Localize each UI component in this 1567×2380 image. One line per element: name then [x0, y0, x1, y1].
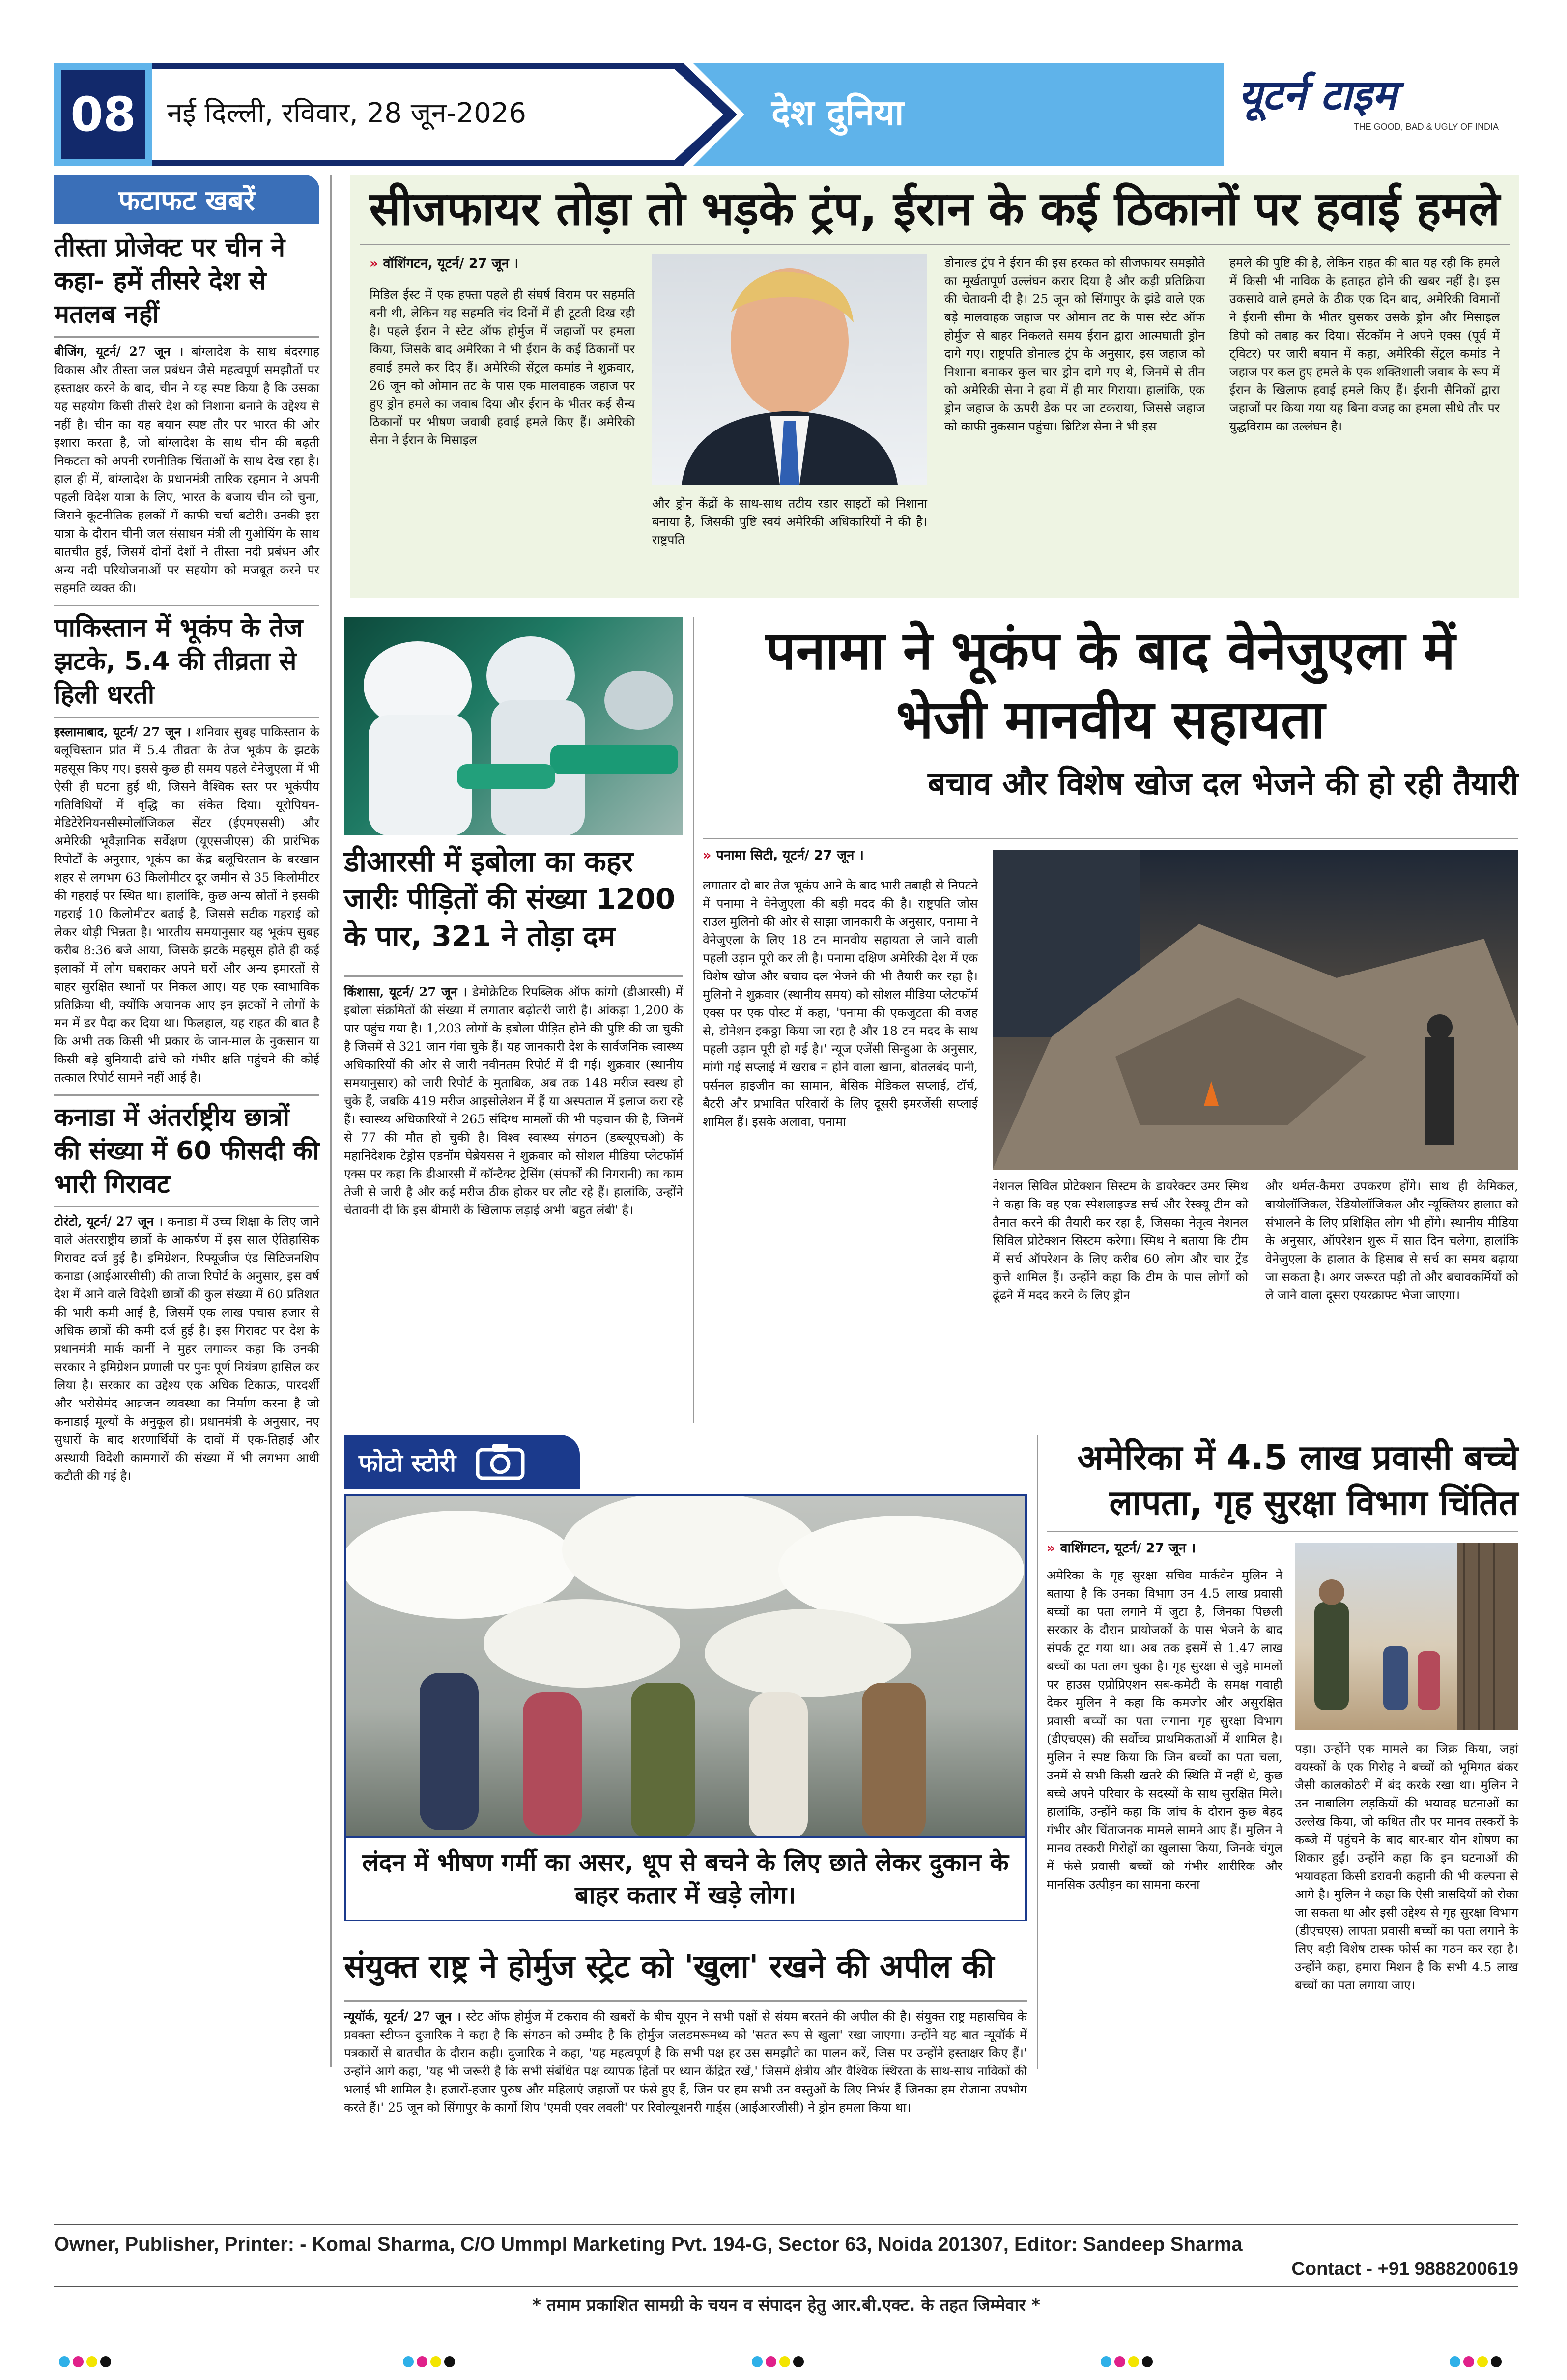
migrants-headline: अमेरिका में 4.5 लाख प्रवासी बच्चे लापता, गृह सुरक्षा विभाग चिंतित [1077, 1437, 1518, 1523]
dateline: नई दिल्ली, रविवार, 28 जून-2026 [167, 97, 527, 129]
column-rule [1037, 1435, 1038, 2069]
lead-col-1: मिडिल ईस्ट में एक हफ्ता पहले ही संघर्ष विराम पर सहमति बनी थी, लेकिन यह सहमति चंद दिनों में ही टूटती दिख रही है। पहले ईरान ने स्टेट ऑफ होर्मुज में जहाजों पर हमला किया, जिसके बाद अमेरिका ने भी ईरान के कई ठिकानों पर हवाई हमले कर दिए हैं। अमेरिकी सेंट्रल कमांड ने शुक्रवार, 26 जून को ओमान तट के पास एक मालवाहक जहाज पर हुए ड्रोन हमले का जवाब दिया और ईरान के भीतर कई सैन्य ठिकानों पर भीषण जवाबी हवाई हमले किए हैं। अमेरिकी सेना ने ईरान के मिसाइल [370, 287, 635, 447]
print-registration-marks [1450, 2356, 1502, 2371]
ebola-text [344, 983, 683, 1219]
lead-col-2: और ड्रोन केंद्रों के साथ-साथ तटीय रडार साइटों को निशाना बनाया है, जिसकी पुष्टि स्वयं अमेरिकी अधिकारियों ने की है। राष्ट्रपति [652, 496, 927, 547]
print-registration-marks [403, 2356, 455, 2371]
migrants-col-2: पड़ा। उन्होंने एक मामले का जिक्र किया, जहां वयस्कों के एक गिरोह ने बच्चों को भूमिगत बंकर जैसी कालकोठरी में बंद करके रखा था। मुलिन ने उन नाबालिग लड़कियों की भयावह घटनाओं का उल्लेख किया, जो कथित तौर पर मानव तस्करों के कब्जे में पहुंचने के बाद बार-बार यौन शोषण का शिकार हुईं। उन्होंने कहा कि इन घटनाओं की भयावहता किसी डरावनी कहानी की भी कल्पना से आगे है। मुलिन ने कहा कि ऐसी त्रासदियों को रोका जा सकता था और इसी उद्देश्य से गृह सुरक्षा विभाग (डीएचएस) लापता प्रवासी बच्चों का पता लगाने के लिए बड़ी विशेष टास्क फोर्स का गठन कर रहा है। उन्होंने कहा, हमारा मिशन है कि सभी 4.5 लाख बच्चों का पता लगाया जाए। [1295, 1742, 1518, 1992]
masthead-logo [1238, 68, 1509, 164]
photo-caption-box [346, 1836, 1025, 1920]
divider [360, 244, 1510, 245]
ebola-headline: डीआरसी में इबोला का कहर जारीः पीड़ितों की संख्या 1200 के पार, 321 ने तोड़ा दम [344, 845, 676, 953]
border-photo [1295, 1543, 1518, 1730]
hormuz-headline: संयुक्त राष्ट्र ने होर्मुज स्ट्रेट को 'खुला' रखने की अपील की [344, 1949, 995, 1985]
panama-dateline [703, 845, 978, 863]
sidebar-story-title: पाकिस्तान में भूकंप के तेज झटके, 5.4 की तीव्रता से हिली धरती [54, 613, 303, 710]
logo-text: यूटर्न टाइम [1238, 71, 1397, 119]
header-bar [54, 63, 1509, 166]
sidebar-heading: फटाफट खबरें [118, 185, 255, 217]
sidebar-heading-box [54, 175, 319, 224]
footer-contact: Contact - +91 9888200619 [1291, 2259, 1518, 2279]
column-rule [330, 175, 332, 2067]
print-registration-marks [59, 2356, 111, 2371]
footer-rule [54, 2286, 1518, 2287]
portrait-graphic [652, 254, 927, 485]
panama-col-3: और थर्मल-कैमरा उपकरण होंगे। साथ ही केमिकल, बायोलॉजिकल, रेडियोलॉजिकल और न्यूक्लियर हालात को संभालने के लिए प्रशिक्षित लोग भी होंगे। स्थानीय मीडिया के अनुसार, ऑपरेशन शुरू में सात दिन चलेगा, हालांकि वेनेजुएला के हालात के हिसाब से सर्च का समय बढ़ाया जा सकता है। अगर जरूरत पड़ी तो और बचावकर्मियों को ले जाने वाला दूसरा एयरक्राफ्ट भेजा जाएगा। [1265, 1179, 1518, 1302]
page-number: 08 [70, 87, 136, 142]
protective-suits-graphic [344, 617, 683, 835]
story-body: शनिवार सुबह पाकिस्तान के बलूचिस्तान प्रांत में 5.4 तीव्रता के तेज भूकंप के झटके महसूस किए गए। इससे कुछ ही समय पहले वेनेजुएला में भी ऐसी ही घटना हुई थी, जिसने वैश्विक स्तर पर भूकंपीय गतिविधियों में वृद्धि का संकेत दिया। यूरोपियन-मेडिटेरेनियनसीस्मोलॉजिकल सेंटर (ईएमएससी) और अमेरिकी भूवैज्ञानिक सर्वेक्षण (यूएसजीएस) की प्रारंभिक रिपोर्टों के अनुसार, भूकंप का केंद्र बलूचिस्तान के बरखान शहर से लगभग 63 किलोमीटर दूर जमीन से 35 किलोमीटर की गहराई पर स्थित था। हालांकि, कुछ अन्य स्रोतों ने इसकी गहराई 10 किलोमीटर बताई है, जिससे सटीक गहराई को लेकर थोड़ी भिन्नता है। भारतीय समयानुसार यह भूकंप सुबह करीब 8:36 बजे आया, जिसके झटके महसूस होते ही कई इलाकों में लोग घबराकर अपने घरों और अन्य इमारतों से बाहर सुरक्षित स्थानों पर निकल आए। यह एक स्वाभाविक प्रतिक्रिया थी, क्योंकि अचानक आए इन झटकों ने लोगों के मन में डर पैदा कर दिया था। फिलहाल, यह राहत की बात है कि अभी तक किसी भी प्रकार के जान-माल के नुकसान या किसी बड़े बुनियादी ढांचे को गंभीर क्षति पहुंचने की कोई तत्काल रिपोर्ट सामने नहीं आई है। [54, 725, 319, 1085]
divider [703, 838, 1518, 839]
story-body: कनाडा में उच्च शिक्षा के लिए जाने वाले अंतरराष्ट्रीय छात्रों के आकर्षण में इस साल ऐतिहासिक गिरावट दर्ज हुई है। इमिग्रेशन, रिफ्यूजीज एंड सिटिजनशिप कनाडा (आईआरसीसी) की ताजा रिपोर्ट के अनुसार, इस वर्ष देश में आने वाले विदेशी छात्रों की कुल संख्या में 60 प्रतिशत की भारी कमी आई है, जिसमें एक लाख पचास हजार से अधिक छात्रों की कमी दर्ज हुई है। इस गिरावट पर देश के प्रधानमंत्री मार्क कार्नी ने मुहर लगाकर कहा कि उनकी सरकार ने इमिग्रेशन प्रणाली पर पुनः पूर्ण नियंत्रण हासिल कर लिया है। सरकार का उद्देश्य एक अधिक टिकाऊ, पारदर्शी और भरोसेमंद आव्रजन व्यवस्था का निर्माण करना है जो कनाडाई मूल्यों के अनुकूल हो। प्रधानमंत्री के अनुसार, नए सुधारों के बाद शरणार्थियों के दावों में एक-तिहाई और अस्थायी विदेशी कामगारों की संख्या में भी लगभग आधी कटौती की गई है। [54, 1214, 319, 1483]
camera-icon [476, 1442, 525, 1482]
hormuz-text [344, 2007, 1027, 2117]
sidebar-column [54, 231, 319, 1485]
divider [54, 1094, 319, 1096]
photo-story-label [344, 1435, 580, 1489]
page-number-box [54, 63, 152, 166]
footer-rule [54, 2224, 1518, 2225]
earthquake-photo [993, 850, 1518, 1170]
column-rule [693, 617, 694, 1423]
trump-photo [652, 254, 927, 485]
ebola-photo [344, 617, 683, 835]
border-scene-graphic [1295, 1543, 1518, 1730]
story-body: बांग्लादेश के साथ बंदरगाह विकास और तीस्ता जल प्रबंधन जैसे महत्वपूर्ण समझौतों पर हस्ताक्षर करने के बाद, चीन ने यह स्पष्ट किया है कि उसका यह सहयोग किसी तीसरे देश को निशाना बनाने के उद्देश्य से नहीं है। चीन का यह बयान स्पष्ट तौर पर भारत की ओर इशारा करता है, जो बांग्लादेश के साथ चीन की बढ़ती निकटता को अपनी रणनीतिक चिंताओं के साथ देख रहा है। हाल ही में, बांग्लादेश के प्रधानमंत्री तारिक रहमान ने अपनी पहली विदेश यात्रा के लिए, भारत के बजाय चीन को चुना, जिसने कूटनीतिक हलकों में काफी चर्चा बटोरी। उनकी इस यात्रा के दौरान चीनी जल संसाधन मंत्री ली गुओयिंग के साथ बातचीत हुई, जिसमें दोनों देशों ने तीस्ता नदी प्रबंधन और अन्य नदी परियोजनाओं पर सहयोग को मजबूत करने पर सहमति व्यक्त की। [54, 344, 319, 595]
photo-caption: लंदन में भीषण गर्मी का असर, धूप से बचने के लिए छाते लेकर दुकान के बाहर कतार में खड़े लोग। [362, 1848, 1009, 1909]
divider [1047, 1531, 1518, 1532]
divider [54, 717, 319, 718]
dateline-marker: » [703, 848, 712, 863]
migrants-col-1: अमेरिका के गृह सुरक्षा सचिव मार्कवेन मुलिन ने बताया है कि उनका विभाग उन 4.5 लाख प्रवासी बच्चों का पता लगाने में जुटा है, जिनका पिछली सरकार के दौरान प्रायोजकों के पास भेजने के बाद संपर्क टूट गया था। अब तक इसमें से 1.47 लाख बच्चों का पता लग चुका है। गृह सुरक्षा से जुड़े मामलों पर हाउस एप्रोप्रिएशन सब-कमेटी के समक्ष गवाही देकर मुलिन ने कहा कि कमजोर और असुरक्षित प्रवासी बच्चों का पता लगाना गृह सुरक्षा विभाग (डीएचएस) की सर्वोच्च प्राथमिकताओं में शामिल है। मुलिन ने स्पष्ट किया कि जिन बच्चों का पता चला, उनमें से सभी किसी खतरे की स्थिति में नहीं थे, कुछ बच्चे अपने परिवार के सदस्यों के साथ सुरक्षित मिले। हालांकि, उन्होंने कहा कि जांच के दौरान कुछ बेहद गंभीर और चिंताजनक मामले सामने आए हैं। मुलिन ने मानव तस्करी गिरोहों का खुलासा किया, जिनके चंगुल में फंसे प्रवासी बच्चों को गंभीर शारीरिक और मानसिक उत्पीड़न का सामना करना [1047, 1568, 1282, 1892]
story-dateline: इस्लामाबाद, यूटर्न/ 27 जून । [54, 725, 191, 739]
hormuz-body: स्टेट ऑफ होर्मुज में टकराव की खबरों के बीच यूएन ने सभी पक्षों से संयम बरतने की अपील की है। संयुक्त राष्ट्र महासचिव के प्रवक्ता स्टीफन दुजारिक ने कहा है कि संगठन को उम्मीद है कि होर्मुज जलडमरूमध्य को 'सतत रूप से खुला' रखा जाएगा। उन्होंने यह बात न्यूयॉर्क में पत्रकारों से बातचीत के दौरान कही। दुजारिक ने कहा, 'यह महत्वपूर्ण है कि सभी पक्ष हर उस समझौते का पालन करें, जिस पर उन्होंने हस्ताक्षर किए हैं।' उन्होंने आगे कहा, 'यह भी जरूरी है कि सभी संबंधित पक्ष व्यापक हितों पर ध्यान केंद्रित रखें,' जिसमें क्षेत्रीय और वैश्विक स्थिरता के साथ-साथ नाविकों की भलाई भी शामिल है। हजारों-हजार पुरुष और महिलाएं जहाजों पर फंसे हुए हैं, जिन पर हम सभी उन वस्तुओं के लिए निर्भर हैं जिनका हम रोजाना उपभोग करते हैं।' 25 जून को सिंगापुर के कार्गो शिप 'एमवी एवर लवली' पर रिवोल्यूशनरी गार्ड्स (आईआरजीसी) ने ड्रोन हमला किया था। [344, 2009, 1027, 2115]
lead-col-3: डोनाल्ड ट्रंप ने ईरान की इस हरकत को सीजफायर समझौते का मूर्खतापूर्ण उल्लंघन करार दिया है और कड़ी प्रतिक्रिया की चेतावनी दी है। 25 जून को सिंगापुर के झंडे वाले एक बड़े मालवाहक जहाज पर ओमान तट के पास स्टेट ऑफ होर्मुज से बाहर निकलते समय ईरान द्वारा आत्मघाती ड्रोन दागे गए। राष्ट्रपति डोनाल्ड ट्रंप के अनुसार, इस जहाज को निशाना बनाकर कुल चार ड्रोन दागे गए थे, जिनमें से तीन को अमेरिकी सेना ने हवा में ही मार गिराया। हालांकि, एक ड्रोन जहाज के ऊपरी डेक पर जा टकराया, जिससे जहाज को काफी नुकसान पहुंचा। ब्रिटिश सेना ने भी इस [944, 256, 1205, 433]
print-registration-marks [752, 2356, 804, 2371]
sidebar-story-text [54, 343, 319, 597]
story-dateline: टोरंटो, यूटर्न/ 27 जून । [54, 1214, 163, 1229]
lead-headline: सीजफायर तोड़ा तो भड़के ट्रंप, ईरान के कई ठिकानों पर हवाई हमले [369, 182, 1500, 236]
dateline-marker: » [370, 256, 378, 271]
ebola-body: डेमोक्रेटिक रिपब्लिक ऑफ कांगो (डीआरसी) में इबोला संक्रमितों की संख्या में लगातार बढ़ोतरी जारी है। आंकड़ा 1,200 के पार पहुंच गया है। 1,203 लोगों के इबोला पीड़ित होने की पुष्टि की जा चुकी है जिसमें से 321 जान गंवा चुके हैं। यह जानकारी देश के सार्वजनिक स्वास्थ्य अधिकारियों की ओर से जारी नवीनतम रिपोर्ट में दी गई। शुक्रवार (स्थानीय समयानुसार) को जारी रिपोर्ट के मुताबिक, अब तक 148 मरीज स्वस्थ हो चुके हैं, जबकि 419 मरीज आइसोलेशन में हैं या अस्पताल में इलाज करा रहे हैं। स्वास्थ्य अधिकारियों ने 265 संदिग्ध मामलों की भी पहचान की है, जिनमें से 77 की मौत हो चुकी है। विश्व स्वास्थ्य संगठन (डब्ल्यूएचओ) के महानिदेशक टेड्रोस एडनॉम घेब्रेयसस ने शुक्रवार को सोशल मीडिया प्लेटफॉर्म एक्स पर कहा कि डीआरसी में कॉन्टैक्ट ट्रेसिंग (संपर्कों की निगरानी) का काम तेजी से जारी है और कई मरीज ठीक होकर घर लौट रहे हैं। हालांकि, उन्होंने चेतावनी दी कि इस बीमारी के खिलाफ लड़ाई अभी 'बहुत लंबी' है। [344, 985, 683, 1217]
panama-headline: पनामा ने भूकंप के बाद वेनेजुएला में भेजी मानवीय सहायता [766, 620, 1455, 750]
sidebar-story-text [54, 1212, 319, 1485]
dateline-marker: » [1047, 1541, 1055, 1556]
dateline-text: पनामा सिटी, यूटर्न/ 27 जून । [716, 848, 864, 863]
lead-dateline [370, 254, 635, 272]
divider [344, 975, 683, 977]
footer-note: * तमाम प्रकाशित सामग्री के चयन व संपादन हेतु आर.बी.एक्ट. के तहत जिम्मेवार * [532, 2295, 1040, 2315]
ebola-dateline: किंशासा, यूटर्न/ 27 जून । [344, 985, 468, 999]
lead-story-box [350, 175, 1519, 598]
dateline-text: वाशिंगटन, यूटर्न/ 27 जून । [1060, 1541, 1196, 1556]
rubble-graphic [993, 850, 1518, 1170]
photo-story-image [344, 1494, 1027, 1921]
dateline-text: वॉशिंगटन, यूटर्न/ 27 जून । [383, 256, 519, 271]
story-dateline: बीजिंग, यूटर्न/ 27 जून । [54, 344, 184, 359]
hormuz-dateline: न्यूयॉर्क, यूटर्न/ 27 जून । [344, 2009, 461, 2024]
panama-col-1: लगातार दो बार तेज भूकंप आने के बाद भारी तबाही से निपटने में पनामा ने वेनेजुएला की बड़ी मदद की है। राष्ट्रपति जोस राउल मुलिनो की ओर से साझा जानकारी के अनुसार, पनामा ने वेनेजुएला के लिए 18 टन मानवीय सहायता ले जाने वाली पहली उड़ान पूरी कर ली है। पनामा दक्षिण अमेरिकी देश में एक विशेष खोज और बचाव दल भेजने की भी तैयारी कर रहा है। मुलिनो ने शुक्रवार (स्थानीय समय) को सोशल मीडिया प्लेटफॉर्म एक्स पर एक पोस्ट में कहा, 'पनामा की एकजुटता की वजह से, डोनेशन इकठ्ठा किया जा रहा है और 18 टन मदद के साथ पहली उड़ान पूरी हो गई है।' न्यूज एजेंसी सिन्हुआ के अनुसार, मांगी गई सप्लाई में खराब न होने वाला खाना, बोतलबंद पानी, पर्सनल हाइजीन का सामान, बेसिक मेडिकल सप्लाई, टॉर्च, बैटरी और प्रभावित परिवारों के लिए दूसरी इमरजेंसी सप्लाई शामिल हैं। इसके अलावा, पनामा [703, 878, 978, 1129]
panama-subhead: बचाव और विशेष खोज दल भेजने की हो रही तैयारी [928, 766, 1518, 802]
lead-col-4: हमले की पुष्टि की है, लेकिन राहत की बात यह रही कि हमले में किसी भी नाविक के हताहत होने की खबर नहीं है। इस उकसावे वाले हमले के ठीक एक दिन बाद, अमेरिकी विमानों ने ईरानी सीमा के भीतर घुसकर उसके ड्रोन और मिसाइल डिपो को तबाह कर दिया। सेंटकॉम ने अपने एक्स (पूर्व में ट्विटर) पर जारी बयान में कहा, अमेरिकी सेंट्रल कमांड ने जहाज पर कल हुए हमले के एक शक्तिशाली जवाब के रूप में ईरान के खिलाफ हवाई हमले किए हैं। ईरानी सैनिकों द्वारा जहाजों पर किया गया यह बिना वजह का हमला सीधे तौर पर युद्धविराम का उल्लंघन है। [1229, 256, 1500, 433]
sidebar-story-text [54, 723, 319, 1087]
divider [54, 605, 319, 606]
sidebar-story-title: कनाडा में अंतर्राष्ट्रीय छात्रों की संख्या में 60 फीसदी की भारी गिरावट [54, 1103, 319, 1199]
section-title: देश दुनिया [771, 92, 904, 133]
logo-tagline: THE GOOD, BAD & UGLY OF INDIA [1353, 122, 1499, 132]
divider [344, 2000, 1027, 2002]
panama-col-2: नेशनल सिविल प्रोटेक्शन सिस्टम के डायरेक्टर उमर स्मिथ ने कहा कि वह एक स्पेशलाइज्ड सर्च और रेस्क्यू टीम को तैनात करने की तैयारी कर रहा है, जिसका नेतृत्व नेशनल सिविल प्रोटेक्शन सिस्टम करेगा। स्मिथ ने बताया कि टीम में सर्च ऑपरेशन के लिए करीब 60 लोग और चार ट्रेंड कुत्ते शामिल हैं। उन्होंने कहा कि टीम के पास लोगों को ढूंढने में मदद करने के लिए ड्रोन [993, 1179, 1248, 1302]
print-registration-marks [1101, 2356, 1153, 2371]
migrants-dateline [1047, 1538, 1282, 1556]
divider [54, 336, 319, 338]
footer-imprint: Owner, Publisher, Printer: - Komal Sharma, C/O Ummpl Marketing Pvt. 194-G, Sector 63, Noida 201307, Editor: Sandeep Sharma [54, 2234, 1243, 2255]
sidebar-story-title: तीस्ता प्रोजेक्ट पर चीन ने कहा- हमें तीसरे देश से मतलब नहीं [54, 233, 285, 329]
photo-story-title: फोटो स्टोरी [359, 1449, 456, 1477]
divider [54, 1206, 319, 1207]
